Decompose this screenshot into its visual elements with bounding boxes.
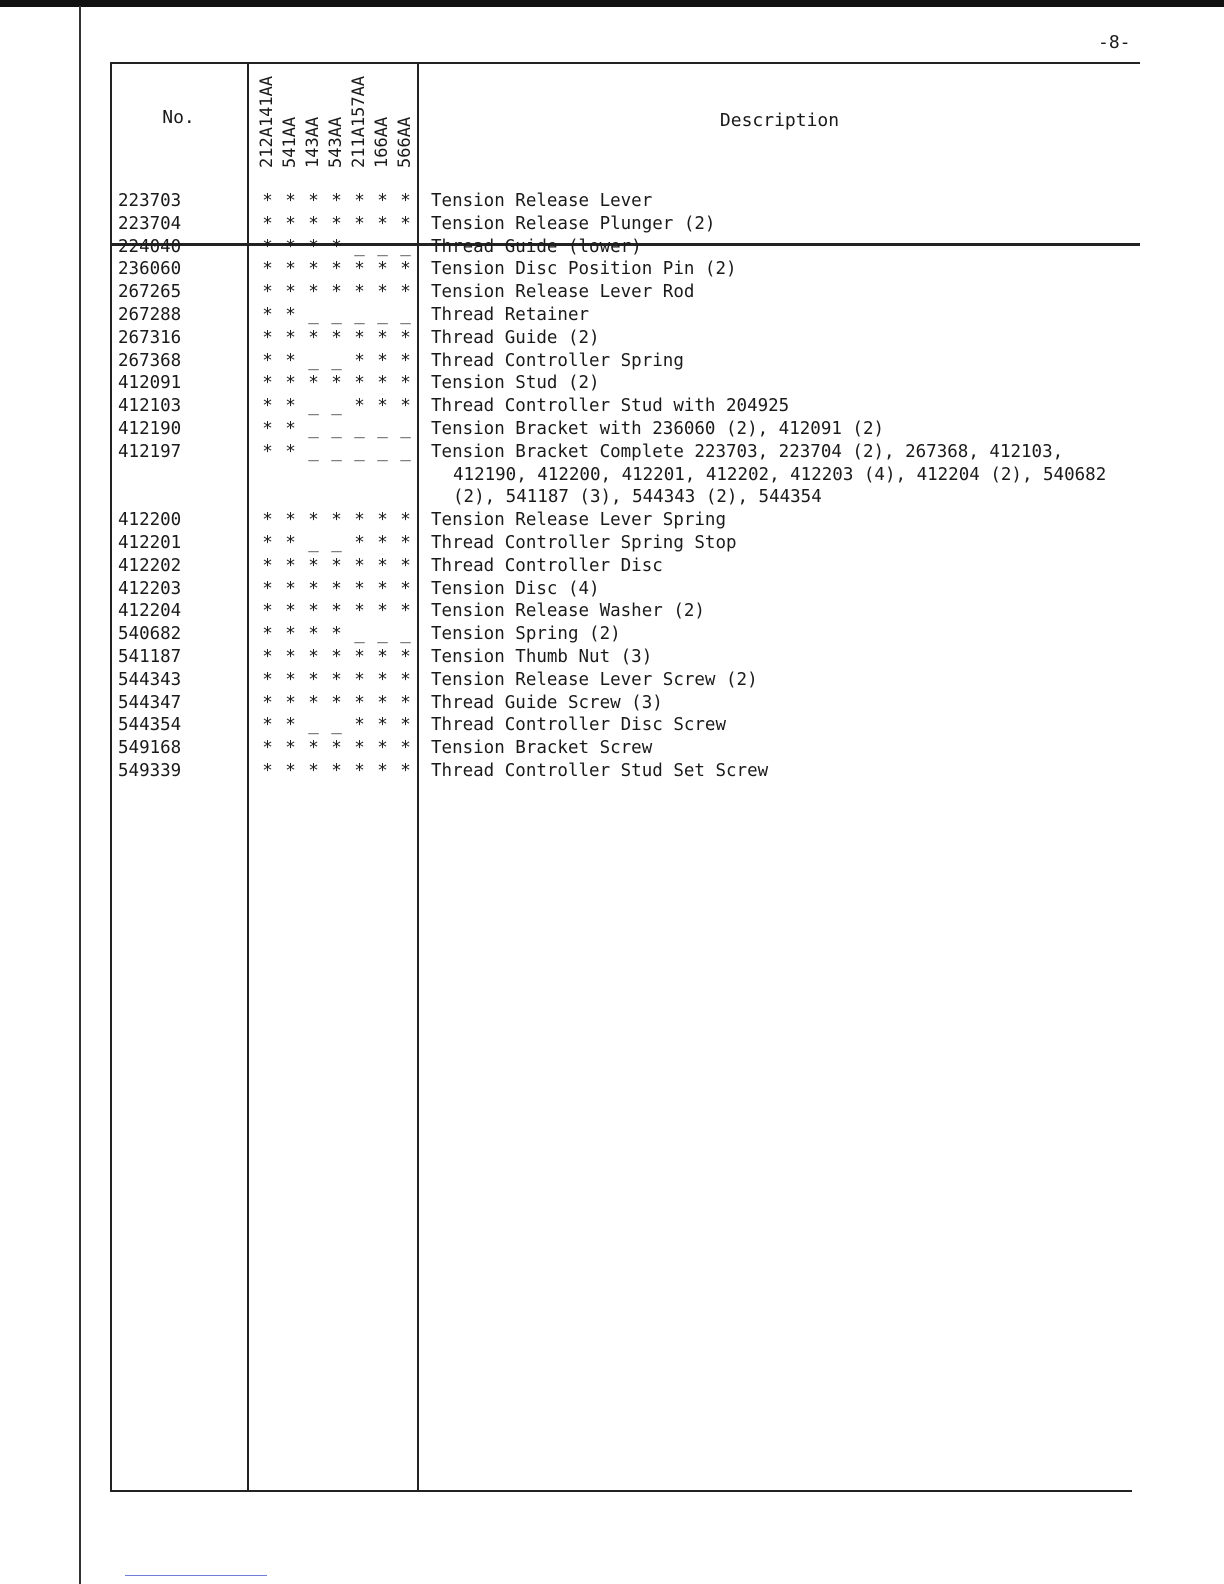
- model-mark: _: [308, 304, 319, 325]
- part-description: Tension Bracket with 236060 (2), 412091 (2): [431, 418, 885, 439]
- model-marks: [249, 372, 417, 395]
- model-mark: _: [308, 350, 319, 371]
- model-mark: *: [377, 327, 388, 348]
- model-mark: *: [331, 578, 342, 599]
- model-marks: [249, 578, 417, 601]
- model-mark: *: [400, 715, 411, 736]
- model-mark: *: [354, 578, 365, 599]
- model-mark: *: [308, 669, 319, 690]
- model-mark: *: [377, 760, 388, 781]
- part-number: 267368: [118, 350, 182, 371]
- model-marks: [249, 509, 417, 532]
- model-mark: *: [377, 715, 388, 736]
- part-description: Thread Retainer: [431, 304, 590, 325]
- part-number: 223703: [118, 191, 182, 211]
- model-mark: *: [262, 624, 273, 645]
- model-marks: [249, 737, 417, 760]
- part-number: 412202: [118, 555, 182, 576]
- model-mark: *: [308, 191, 319, 211]
- model-mark: _: [354, 418, 365, 439]
- model-mark: *: [354, 213, 365, 234]
- model-mark: *: [400, 327, 411, 348]
- part-number: 267316: [118, 327, 182, 348]
- model-mark: *: [262, 692, 273, 713]
- model-mark: *: [308, 738, 319, 759]
- model-mark: *: [285, 532, 296, 553]
- part-number: 412190: [118, 418, 182, 439]
- model-mark: *: [377, 738, 388, 759]
- model-mark: *: [377, 282, 388, 303]
- model-mark: *: [400, 578, 411, 599]
- part-description: Tension Thumb Nut (3): [431, 646, 653, 667]
- part-number: 412201: [118, 532, 182, 553]
- part-number: 540682: [118, 624, 182, 645]
- model-mark: *: [285, 236, 296, 257]
- part-description: Thread Controller Stud Set Screw: [431, 760, 769, 781]
- part-number: 412103: [118, 396, 182, 417]
- model-marks-column: [249, 190, 417, 783]
- model-mark: *: [262, 555, 273, 576]
- model-mark: *: [331, 282, 342, 303]
- model-mark: *: [285, 601, 296, 622]
- model-mark: *: [285, 191, 296, 211]
- table-top-rule: [110, 62, 1140, 64]
- model-mark: _: [377, 304, 388, 325]
- model-mark: _: [308, 396, 319, 417]
- model-mark: _: [400, 441, 411, 462]
- model-mark: *: [400, 760, 411, 781]
- model-marks: [249, 692, 417, 715]
- header-model: 541AA: [280, 116, 300, 168]
- model-mark: *: [331, 738, 342, 759]
- model-marks: [249, 350, 417, 373]
- part-number: 412091: [118, 373, 182, 394]
- model-mark: *: [262, 327, 273, 348]
- model-mark: *: [262, 578, 273, 599]
- model-mark: *: [377, 669, 388, 690]
- model-mark: *: [400, 510, 411, 531]
- model-mark: *: [331, 259, 342, 280]
- model-mark: _: [354, 236, 365, 257]
- model-mark: *: [285, 213, 296, 234]
- model-mark: *: [308, 327, 319, 348]
- model-marks: [249, 213, 417, 236]
- header-model: 211A157AA: [349, 75, 369, 168]
- model-mark: *: [331, 601, 342, 622]
- model-mark: _: [400, 304, 411, 325]
- model-mark: *: [331, 373, 342, 394]
- model-mark: *: [400, 259, 411, 280]
- part-number: 412200: [118, 510, 182, 531]
- model-mark: _: [331, 441, 342, 462]
- model-mark: *: [331, 191, 342, 211]
- model-mark: *: [354, 510, 365, 531]
- model-mark: *: [285, 555, 296, 576]
- description-column: [431, 190, 1136, 783]
- part-number: 223704: [118, 213, 182, 234]
- part-number: 236060: [118, 259, 182, 280]
- model-marks: [249, 555, 417, 578]
- part-description: Tension Release Lever Screw (2): [431, 669, 758, 690]
- part-description: Tension Disc Position Pin (2): [431, 259, 737, 280]
- model-mark: *: [377, 555, 388, 576]
- model-mark: *: [285, 760, 296, 781]
- model-mark: *: [331, 624, 342, 645]
- model-mark: *: [285, 282, 296, 303]
- part-number: 544347: [118, 692, 182, 713]
- part-description: Thread Guide (2): [431, 327, 600, 348]
- model-mark: *: [308, 692, 319, 713]
- model-mark: *: [262, 259, 273, 280]
- model-mark: *: [400, 555, 411, 576]
- model-mark: *: [331, 646, 342, 667]
- model-mark: *: [377, 350, 388, 371]
- model-mark: *: [262, 760, 273, 781]
- part-description: Tension Release Lever Rod: [431, 282, 695, 303]
- table-left-rule: [110, 62, 112, 1492]
- model-mark: *: [285, 304, 296, 325]
- model-mark: _: [354, 304, 365, 325]
- parts-table: [110, 62, 1140, 1492]
- model-mark: *: [262, 213, 273, 234]
- model-mark: *: [308, 259, 319, 280]
- part-number: 541187: [118, 646, 182, 667]
- model-mark: *: [331, 510, 342, 531]
- model-mark: *: [285, 396, 296, 417]
- model-mark: _: [308, 532, 319, 553]
- model-mark: *: [377, 578, 388, 599]
- part-description: Tension Spring (2): [431, 624, 621, 645]
- part-number-column: [118, 190, 243, 783]
- model-mark: *: [354, 282, 365, 303]
- model-marks: [249, 418, 417, 441]
- page-number: -8-: [1098, 32, 1131, 53]
- model-mark: *: [377, 396, 388, 417]
- model-mark: *: [285, 418, 296, 439]
- model-mark: *: [331, 236, 342, 257]
- model-mark: *: [308, 624, 319, 645]
- model-mark: _: [400, 418, 411, 439]
- model-mark: *: [331, 692, 342, 713]
- model-mark: *: [377, 646, 388, 667]
- model-mark: *: [285, 669, 296, 690]
- model-mark: *: [377, 601, 388, 622]
- model-mark: *: [262, 373, 273, 394]
- model-mark: *: [400, 396, 411, 417]
- model-mark: *: [354, 191, 365, 211]
- model-mark: _: [400, 236, 411, 257]
- model-mark: *: [308, 555, 319, 576]
- model-mark: _: [377, 441, 388, 462]
- model-mark: *: [377, 532, 388, 553]
- model-mark: *: [377, 213, 388, 234]
- model-mark: *: [354, 532, 365, 553]
- model-mark: *: [285, 350, 296, 371]
- part-description: Tension Release Lever Spring: [431, 510, 727, 531]
- column-divider-models: [417, 62, 419, 1492]
- model-mark: *: [400, 646, 411, 667]
- model-mark: *: [354, 396, 365, 417]
- model-mark: *: [262, 532, 273, 553]
- model-mark: *: [377, 692, 388, 713]
- model-mark: *: [377, 510, 388, 531]
- model-mark: *: [400, 601, 411, 622]
- model-mark: *: [400, 350, 411, 371]
- model-mark: *: [331, 760, 342, 781]
- model-mark: *: [400, 669, 411, 690]
- model-mark: *: [285, 510, 296, 531]
- model-mark: *: [354, 646, 365, 667]
- header-description: Description: [719, 110, 840, 131]
- part-description: Tension Bracket Complete 223703, 223704 (2), 267368, 412103, 412190, 412200, 412201, 412202, 412203 (4), 412204 (2), 540682 (2), 541187 (3), 544343 (2), 544354: [431, 441, 1107, 508]
- model-marks: [249, 190, 417, 213]
- model-marks: [249, 714, 417, 737]
- model-mark: *: [354, 715, 365, 736]
- model-mark: _: [354, 624, 365, 645]
- model-mark: *: [285, 624, 296, 645]
- part-description: Tension Release Plunger (2): [431, 213, 716, 234]
- model-mark: *: [262, 191, 273, 211]
- part-description: Thread Controller Spring Stop: [431, 532, 737, 553]
- model-mark: *: [308, 510, 319, 531]
- part-description: Tension Bracket Screw: [431, 738, 653, 759]
- model-mark: *: [354, 601, 365, 622]
- part-number: 544343: [118, 669, 182, 690]
- model-mark: *: [308, 760, 319, 781]
- part-description: Thread Controller Stud with 204925: [431, 396, 790, 417]
- model-mark: *: [262, 350, 273, 371]
- model-mark: *: [308, 373, 319, 394]
- model-mark: *: [354, 259, 365, 280]
- model-mark: *: [331, 213, 342, 234]
- model-mark: *: [308, 213, 319, 234]
- header-model: 543AA: [326, 116, 346, 168]
- model-mark: *: [262, 236, 273, 257]
- part-description: Tension Stud (2): [431, 373, 600, 394]
- header-model: 166AA: [372, 116, 392, 168]
- model-mark: _: [308, 418, 319, 439]
- model-mark: _: [331, 350, 342, 371]
- part-description: Thread Controller Spring: [431, 350, 684, 371]
- model-marks: [249, 236, 417, 259]
- model-mark: *: [377, 373, 388, 394]
- model-mark: *: [308, 282, 319, 303]
- model-mark: *: [262, 601, 273, 622]
- model-marks: [249, 646, 417, 669]
- part-number: 267265: [118, 282, 182, 303]
- model-mark: _: [308, 441, 319, 462]
- part-number: 412197: [118, 441, 182, 462]
- model-mark: *: [308, 236, 319, 257]
- model-mark: *: [354, 669, 365, 690]
- model-mark: *: [262, 510, 273, 531]
- model-mark: _: [354, 441, 365, 462]
- part-description: Tension Release Washer (2): [431, 601, 705, 622]
- part-number: 412203: [118, 578, 182, 599]
- model-mark: *: [262, 282, 273, 303]
- model-mark: *: [262, 396, 273, 417]
- model-mark: *: [331, 555, 342, 576]
- model-marks: [249, 395, 417, 418]
- model-mark: *: [400, 692, 411, 713]
- model-mark: *: [262, 304, 273, 325]
- table-bottom-rule: [110, 1490, 1132, 1492]
- header-model: 566AA: [395, 116, 415, 168]
- part-number: 549168: [118, 738, 182, 759]
- model-mark: _: [400, 624, 411, 645]
- model-mark: _: [331, 532, 342, 553]
- model-mark: *: [354, 738, 365, 759]
- model-mark: *: [354, 555, 365, 576]
- part-description: Thread Guide (lower): [431, 236, 642, 257]
- part-number: 549339: [118, 760, 182, 781]
- model-mark: *: [262, 738, 273, 759]
- model-mark: *: [262, 715, 273, 736]
- model-mark: *: [308, 578, 319, 599]
- model-mark: *: [331, 669, 342, 690]
- part-description: Thread Guide Screw (3): [431, 692, 663, 713]
- model-mark: *: [285, 327, 296, 348]
- header-no: No.: [162, 107, 195, 128]
- model-mark: *: [262, 669, 273, 690]
- model-mark: *: [308, 646, 319, 667]
- model-mark: *: [354, 373, 365, 394]
- model-mark: *: [354, 327, 365, 348]
- model-marks: [249, 258, 417, 281]
- bottom-underline: [125, 1575, 267, 1576]
- part-number: 267288: [118, 304, 182, 325]
- model-mark: _: [331, 418, 342, 439]
- model-marks: [249, 532, 417, 555]
- model-mark: *: [400, 532, 411, 553]
- model-mark: *: [285, 441, 296, 462]
- model-mark: *: [285, 646, 296, 667]
- model-mark: *: [285, 373, 296, 394]
- model-mark: _: [331, 304, 342, 325]
- part-number: 224040: [118, 236, 182, 257]
- model-mark: *: [285, 692, 296, 713]
- model-mark: *: [331, 327, 342, 348]
- model-mark: *: [285, 578, 296, 599]
- model-mark: *: [377, 191, 388, 211]
- part-number: 412204: [118, 601, 182, 622]
- model-mark: *: [285, 738, 296, 759]
- model-mark: *: [400, 373, 411, 394]
- page-top-edge: [0, 0, 1224, 7]
- model-marks: [249, 327, 417, 350]
- model-mark: *: [400, 191, 411, 211]
- model-mark: _: [377, 624, 388, 645]
- model-marks: [249, 281, 417, 304]
- model-marks: [249, 441, 417, 509]
- model-marks: [249, 669, 417, 692]
- header-model: 212A141AA: [257, 75, 277, 168]
- model-mark: *: [285, 259, 296, 280]
- header-model: 143AA: [303, 116, 323, 168]
- model-mark: _: [331, 715, 342, 736]
- model-mark: *: [262, 418, 273, 439]
- model-mark: _: [331, 396, 342, 417]
- part-description: Tension Disc (4): [431, 578, 600, 599]
- part-description: Thread Controller Disc Screw: [431, 715, 727, 736]
- model-mark: _: [377, 418, 388, 439]
- binding-margin-line: [79, 6, 81, 1584]
- model-mark: *: [377, 259, 388, 280]
- part-number: 544354: [118, 715, 182, 736]
- model-mark: *: [262, 646, 273, 667]
- part-description: Tension Release Lever: [431, 191, 653, 211]
- model-mark: *: [354, 760, 365, 781]
- model-mark: *: [400, 213, 411, 234]
- model-mark: *: [400, 738, 411, 759]
- model-mark: _: [377, 236, 388, 257]
- model-mark: *: [400, 282, 411, 303]
- part-description: Thread Controller Disc: [431, 555, 663, 576]
- model-marks: [249, 623, 417, 646]
- model-mark: _: [308, 715, 319, 736]
- model-mark: *: [354, 350, 365, 371]
- model-mark: *: [354, 692, 365, 713]
- model-mark: *: [308, 601, 319, 622]
- model-marks: [249, 600, 417, 623]
- model-mark: *: [262, 441, 273, 462]
- model-marks: [249, 760, 417, 783]
- model-marks: [249, 304, 417, 327]
- model-mark: *: [285, 715, 296, 736]
